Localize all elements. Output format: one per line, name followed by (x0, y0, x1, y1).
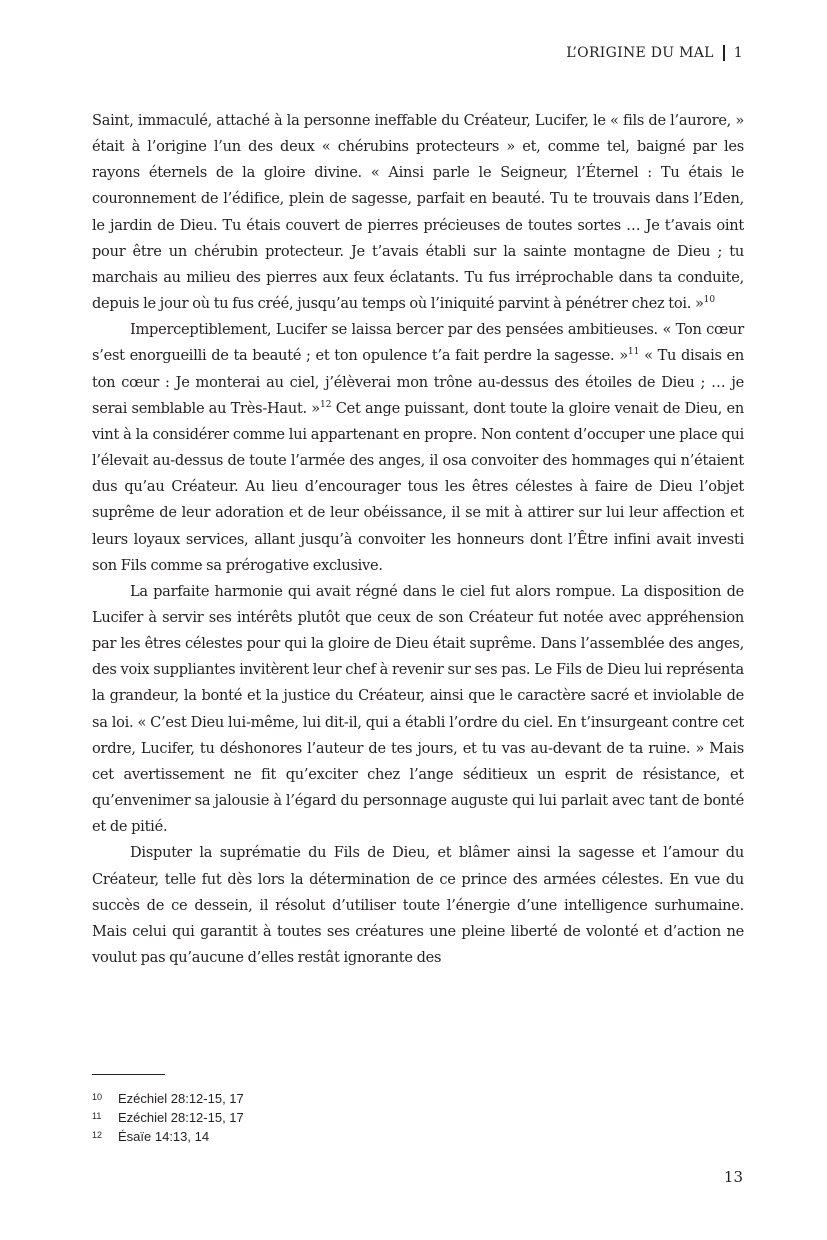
footnote-number: 12 (92, 1130, 103, 1140)
footnote (92, 1128, 692, 1147)
paragraph-text: Saint, immaculé, attaché à la personne ineffable du Créateur, Lucifer, le « fils de l’aurore, » était à l’origine l’un des deux « chérubins protecteurs » et, comme tel, baigné par les rayons éternels de la gloire divine. « Ainsi parle le Seigneur, l’Éternel : Tu étais le couronnement de l’édifice, plein de sagesse, parfait en beauté. Tu te trouvais dans l’Eden, le jardin de Dieu. Tu étais couvert de pierres précieuses de toutes sortes … Je t’avais oint pour être un chérubin protecteur. Je t’avais établi sur la sainte montagne de Dieu ; tu marchais au milieu des pierres aux feux éclatants. Tu fus irréprochable dans ta conduite, depuis le jour où tu fus créé, jusqu’au temps où l’iniquité parvint à pénétrer chez toi. » (92, 112, 744, 313)
footnote (92, 1090, 692, 1109)
footnote-reference: 12 (319, 399, 332, 410)
footnote-separator (92, 1074, 165, 1075)
paragraph-text: Disputer la suprématie du Fils de Dieu, et blâmer ainsi la sagesse et l’amour du Créateur, telle fut dès lors la détermination de ce prince des armées célestes. En vue du succès de ce dessein, il résolut d’utiliser toute l’énergie d’une intelligence surhumaine. Mais celui qui garantit à toutes ses créatures une pleine liberté de volonté et d’action ne voulut pas qu’aucune d’elles restât ignorante des (92, 844, 744, 966)
running-header (566, 45, 743, 61)
paragraph-text: Imperceptiblement, Lucifer se laissa bercer par des pensées ambitieuses. « Ton cœur s’est enorgueilli de ta beauté ; et ton opulence t’a fait perdre la sagesse. » (92, 321, 744, 365)
body-text (92, 108, 744, 971)
header-separator (723, 45, 725, 61)
footnote-reference: 11 (627, 347, 640, 358)
paragraph-2 (92, 317, 744, 579)
chapter-number: 1 (733, 45, 743, 61)
paragraph-4 (92, 840, 744, 971)
footnote-number: 10 (92, 1092, 103, 1102)
footnote-reference: 10 (703, 295, 716, 306)
paragraph-3 (92, 579, 744, 841)
paragraph-text: « Tu disais en ton cœur : Je monterai au ciel, j’élèverai mon trône au-dessus des étoiles de Dieu ; … je serai semblable au Très-Haut. » (92, 347, 744, 417)
page-number: 13 (723, 1168, 743, 1186)
paragraph-text: La parfaite harmonie qui avait régné dans le ciel fut alors rompue. La disposition de Lucifer à servir ses intérêts plutôt que ceux de son Créateur fut notée avec appréhension par les êtres célestes pour qui la gloire de Dieu était suprême. Dans l’assemblée des anges, des voix suppliantes invitèrent leur chef à revenir sur ses pas. Le Fils de Dieu lui représenta la grandeur, la bonté et la justice du Créateur, ainsi que le caractère sacré et inviolable de sa loi. « C’est Dieu lui-même, lui dit-il, qui a établi l’ordre du ciel. En t’insurgeant contre cet ordre, Lucifer, tu déshonores l’auteur de tes jours, et tu vas au-devant de ta ruine. » Mais cet avertissement ne fit qu’exciter chez l’ange séditieux un esprit de résistance, et qu’envenimer sa jalousie à l’égard du personnage auguste qui lui parlait avec tant de bonté et de pitié. (92, 582, 744, 836)
footnote-text: Ezéchiel 28:12-15, 17 (118, 1091, 244, 1106)
footnote-text: Ezéchiel 28:12-15, 17 (118, 1110, 244, 1125)
paragraph-1 (92, 108, 744, 317)
footnote-number: 11 (92, 1111, 102, 1121)
footnote-text: Ésaïe 14:13, 14 (118, 1129, 210, 1144)
footnotes (92, 1090, 692, 1147)
paragraph-text: Cet ange puissant, dont toute la gloire venait de Dieu, en vint à la considérer comme lui appartenant en propre. Non content d’occuper une place qui l’élevait au-dessus de toute l’armée des anges, il osa convoiter des hommages qui n’étaient dus qu’au Créateur. Au lieu d’encourager tous les êtres célestes à faire de Dieu l’objet suprême de leur adoration et de leur obéissance, il se mit à attirer sur lui leur affection et leurs loyaux services, allant jusqu’à convoiter les honneurs dont l’Être infini avait investi son Fils comme sa prérogative exclusive. (92, 399, 745, 574)
footnote (92, 1109, 692, 1128)
running-title: L’ORIGINE DU MAL (566, 45, 714, 61)
